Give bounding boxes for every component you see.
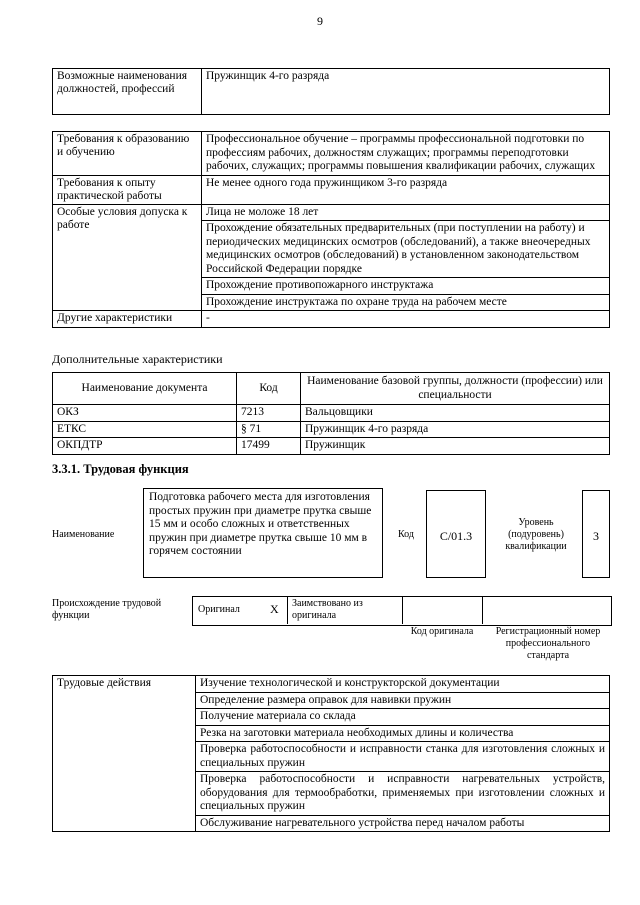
- function-heading: 3.3.1. Трудовая функция: [52, 462, 189, 476]
- table-cell: 7213: [237, 405, 301, 422]
- table-cell: Пружинщик 4-го разряда: [301, 421, 610, 438]
- positions-table: [52, 68, 610, 115]
- condition-item: Прохождение противопожарного инструктажа: [202, 278, 610, 295]
- divider: [287, 596, 288, 624]
- action-item: Проверка работоспособности и исправности станка для изготовления сложных и специальных пружин: [196, 742, 610, 772]
- code-value: С/01.3: [426, 490, 486, 578]
- table-cell: ЕТКС: [53, 421, 237, 438]
- additional-header: Наименование документа: [53, 373, 237, 405]
- reg-number-label: Регистрационный номер профессионального стандарта: [495, 626, 601, 661]
- page-number: 9: [317, 14, 323, 28]
- origin-label: Происхождение трудовой функции: [52, 598, 162, 621]
- additional-header: Наименование базовой группы, должности (профессии) или специальности: [301, 373, 610, 405]
- additional-header: Код: [237, 373, 301, 405]
- conditions-label: Особые условия допуска к работе: [53, 204, 202, 311]
- level-label: Уровень (подуровень) квалификации: [505, 517, 567, 552]
- orig-code-label: Код оригинала: [410, 626, 474, 637]
- original-label: Оригинал: [198, 604, 240, 615]
- condition-item: Лица не моложе 18 лет: [202, 204, 610, 221]
- positions-value: Пружинщик 4-го разряда: [202, 69, 610, 115]
- code-label: Код: [398, 529, 414, 540]
- divider: [402, 596, 403, 624]
- additional-table: [52, 372, 610, 455]
- borrowed-label: Заимствовано из оригинала: [292, 598, 363, 621]
- positions-label: Возможные наименования должностей, профессий: [53, 69, 202, 115]
- action-item: Определение размера оправок для навивки пружин: [196, 692, 610, 709]
- education-value: Профессиональное обучение – программы профессиональной подготовки по профессиям рабочих, должностям служащих; программы переподготовки рабочих, служащих; программы повышения квалификации рабочих, служащих: [202, 132, 610, 176]
- condition-item: Прохождение обязательных предварительных (при поступлении на работу) и периодических медицинских осмотров (обследований), а также внеочередных медицинских осмотров (обследований) в установленном законодательством Российской Федерации порядке: [202, 221, 610, 278]
- table-cell: ОКПДТР: [53, 438, 237, 455]
- function-name-value: Подготовка рабочего места для изготовления простых пружин при диаметре прутка свыше 15 мм и особо сложных и ответственных пружин при диаметре прутка свыше 10 мм в горячем состоянии: [143, 488, 383, 578]
- requirements-table: [52, 131, 610, 328]
- table-cell: Вальцовщики: [301, 405, 610, 422]
- original-mark: X: [270, 602, 279, 616]
- action-item: Проверка работоспособности и исправности нагревательных устройств, оборудования для термообработки, применяемых при изготовлении сложных и специальных пружин: [196, 772, 610, 816]
- table-cell: 17499: [237, 438, 301, 455]
- action-item: Обслуживание нагревательного устройства перед началом работы: [196, 815, 610, 832]
- experience-label: Требования к опыту практической работы: [53, 175, 202, 204]
- action-item: Резка на заготовки материала необходимых длины и количества: [196, 725, 610, 742]
- other-value: -: [202, 311, 610, 328]
- condition-item: Прохождение инструктажа по охране труда на рабочем месте: [202, 294, 610, 311]
- additional-title: Дополнительные характеристики: [52, 352, 223, 366]
- function-name-label: Наименование: [52, 529, 115, 540]
- action-item: Изучение технологической и конструкторской документации: [196, 676, 610, 693]
- action-item: Получение материала со склада: [196, 709, 610, 726]
- level-value: 3: [582, 490, 610, 578]
- actions-table: [52, 675, 610, 832]
- table-cell: ОКЗ: [53, 405, 237, 422]
- education-label: Требования к образованию и обучению: [53, 132, 202, 176]
- experience-value: Не менее одного года пружинщиком 3-го разряда: [202, 175, 610, 204]
- table-cell: Пружинщик: [301, 438, 610, 455]
- actions-label: Трудовые действия: [53, 676, 196, 832]
- other-label: Другие характеристики: [53, 311, 202, 328]
- divider: [482, 596, 483, 624]
- table-cell: § 71: [237, 421, 301, 438]
